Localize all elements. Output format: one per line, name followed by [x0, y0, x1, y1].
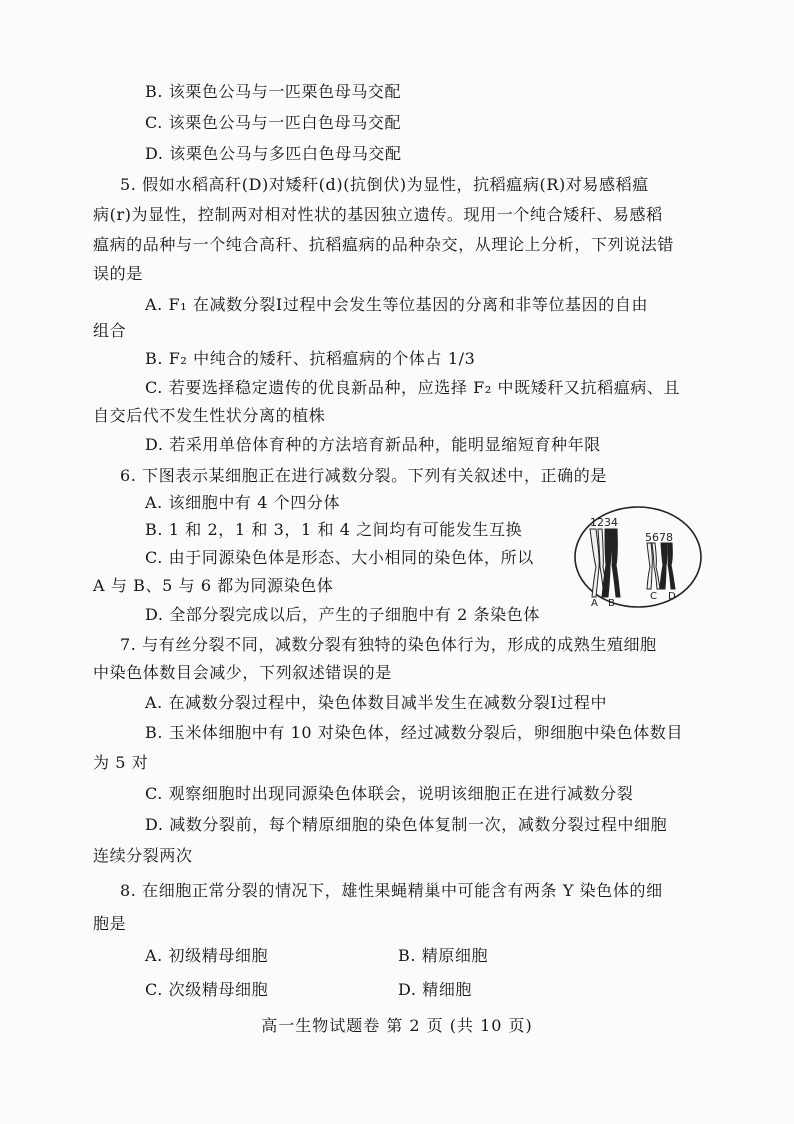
q5-option-c-line1: C. 若要选择稳定遗传的优良新品种，应选择 F₂ 中既矮秆又抗稻瘟病、且	[145, 378, 681, 397]
q6-option-b: B. 1 和 2，1 和 3，1 和 4 之间均有可能发生互换	[145, 520, 523, 539]
q8-stem-line2: 胞是	[93, 914, 127, 933]
tetrad-left	[590, 529, 620, 597]
q8-option-b: B. 精原细胞	[398, 946, 489, 965]
page-footer: 高一生物试题卷 第 2 页 (共 10 页)	[261, 1016, 533, 1035]
q7-option-d-line1: D. 减数分裂前，每个精原细胞的染色体复制一次，减数分裂过程中细胞	[145, 815, 668, 834]
q6-option-a: A. 该细胞中有 4 个四分体	[145, 493, 341, 512]
q4-option-b: B. 该栗色公马与一匹栗色母马交配	[145, 82, 402, 101]
tetrad-right	[647, 543, 675, 589]
meiosis-cell-figure	[572, 505, 704, 610]
figure-label-b: B	[608, 598, 615, 609]
q5-stem-line3: 瘟病的品种与一个纯合高秆、抗稻瘟病的品种杂交，从理论上分析，下列说法错	[93, 235, 675, 254]
q8-option-a: A. 初级精母细胞	[145, 946, 269, 965]
q5-stem-line1: 5. 假如水稻高秆(D)对矮秆(d)(抗倒伏)为显性，抗稻瘟病(R)对易感稻瘟	[120, 175, 649, 194]
figure-label-d: D	[668, 591, 676, 602]
q5-option-b: B. F₂ 中纯合的矮秆、抗稻瘟病的个体占 1/3	[145, 349, 476, 368]
figure-label-1234: 1234	[590, 516, 618, 529]
q8-option-d: D. 精细胞	[398, 980, 473, 999]
q7-option-c: C. 观察细胞时出现同源染色体联会，说明该细胞正在进行减数分裂	[145, 784, 634, 803]
figure-label-a: A	[591, 598, 598, 609]
q4-option-d: D. 该栗色公马与多匹白色母马交配	[145, 144, 402, 163]
q5-option-d: D. 若采用单倍体育种的方法培育新品种，能明显缩短育种年限	[145, 435, 601, 454]
q8-stem-line1: 8. 在细胞正常分裂的情况下，雄性果蝇精巢中可能含有两条 Y 染色体的细	[120, 881, 663, 900]
q6-option-d: D. 全部分裂完成以后，产生的子细胞中有 2 条染色体	[145, 605, 540, 624]
q5-option-a-line2: 组合	[93, 321, 127, 340]
q7-option-d-line2: 连续分裂两次	[93, 846, 193, 865]
q7-stem-line1: 7. 与有丝分裂不同，减数分裂有独特的染色体行为，形成的成熟生殖细胞	[120, 635, 657, 654]
q4-option-c: C. 该栗色公马与一匹白色母马交配	[145, 113, 402, 132]
figure-label-5678: 5678	[645, 531, 673, 544]
q5-option-a-line1: A. F₁ 在减数分裂Ⅰ过程中会发生等位基因的分离和非等位基因的自由	[145, 295, 649, 314]
q5-stem-line2: 病(r)为显性，控制两对相对性状的基因独立遗传。现用一个纯合矮秆、易感稻	[93, 205, 663, 224]
q6-option-c-line1: C. 由于同源染色体是形态、大小相同的染色体，所以	[145, 548, 534, 567]
q7-option-b-line2: 为 5 对	[93, 753, 149, 772]
figure-label-c: C	[650, 591, 657, 602]
q5-option-c-line2: 自交后代不发生性状分离的植株	[93, 406, 326, 425]
q6-option-c-line2: A 与 B、5 与 6 都为同源染色体	[93, 576, 334, 595]
q6-stem: 6. 下图表示某细胞正在进行减数分裂。下列有关叙述中，正确的是	[120, 466, 607, 485]
q7-option-a: A. 在减数分裂过程中，染色体数目减半发生在减数分裂Ⅰ过程中	[145, 693, 608, 712]
q7-stem-line2: 中染色体数目会减少，下列叙述错误的是	[93, 663, 392, 682]
q7-option-b-line1: B. 玉米体细胞中有 10 对染色体，经过减数分裂后，卵细胞中染色体数目	[145, 723, 684, 742]
q8-option-c: C. 次级精母细胞	[145, 980, 269, 999]
q5-stem-line4: 误的是	[93, 264, 143, 283]
